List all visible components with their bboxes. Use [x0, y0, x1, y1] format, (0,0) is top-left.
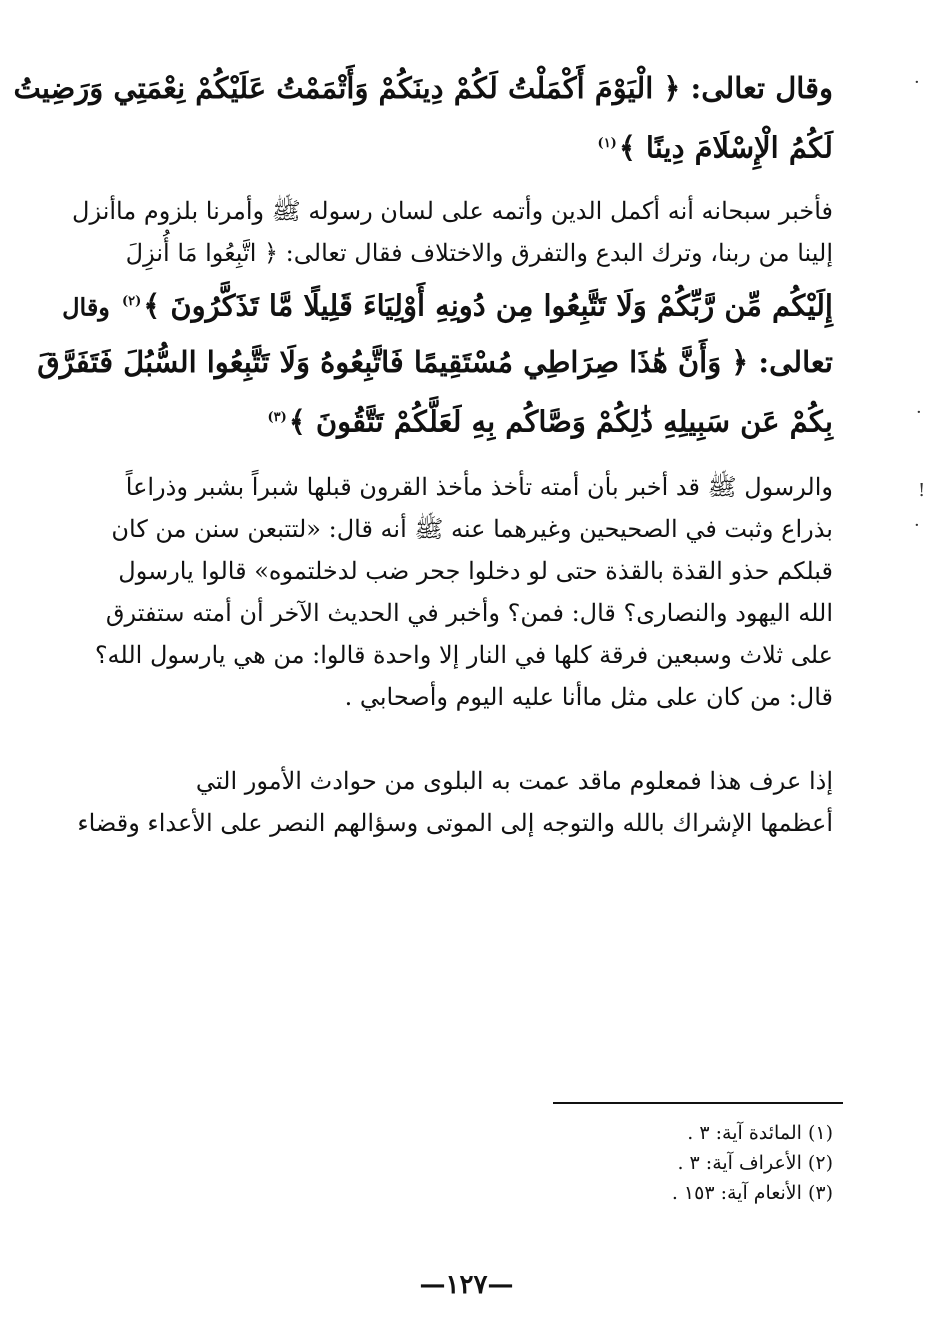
page-number: —١٢٧— [419, 1270, 514, 1300]
paragraph-line: والرسول ﷺ قد أخبر بأن أمته تأخذ مأخذ القرون قبلها شبراً بشبر وذراعاً [125, 473, 833, 501]
paragraph-line: إلينا من ربنا، وترك البدع والتفرق والاختلاف فقال تعالى: ﴿ اتَّبِعُوا مَا أُنزِلَ [125, 239, 833, 267]
paragraph [94, 466, 833, 718]
scan-mark: ! [918, 480, 926, 501]
quran-verse-line: وقال تعالى: ﴿ الْيَوْمَ أَكْمَلْتُ لَكُمْ دِينَكُمْ وَأَتْمَمْتُ عَلَيْكُمْ نِعْمَتِي وَرَضِيتُ [13, 71, 833, 105]
quran-verse-line [62, 274, 833, 334]
quran-verse-text: إِلَيْكُم مِّن رَّبِّكُمْ وَلَا تَتَّبِعُوا مِن دُونِهِ أَوْلِيَاءَ قَلِيلًا مَّا تَذَكَّرُونَ ﴾ [143, 288, 833, 323]
quran-verse-text: لَكُمُ الْإِسْلَامَ دِينًا ﴾ [618, 130, 833, 165]
paragraph-line: إذا عرف هذا فمعلوم ماقد عمت به البلوى من حوادث الأمور التي [195, 767, 833, 795]
paragraph-line: قبلكم حذو القذة بالقذة حتى لو دخلوا جحر ضب لدخلتموه» قالوا يارسول [118, 557, 833, 585]
quran-verse-line [128, 390, 833, 450]
paragraph-line: فأخبر سبحانه أنه أكمل الدين وأتمه على لسان رسوله ﷺ وأمرنا بلزوم ماأنزل [72, 197, 833, 225]
scan-mark: · [914, 72, 920, 93]
footnote-item: (٣) الأنعام آية: ١٥٣ . [671, 1182, 833, 1204]
scan-mark: · [914, 515, 920, 536]
footnotes [533, 1118, 833, 1208]
footnote-reference: (٢) [121, 294, 142, 309]
footnote-item: (١) المائدة آية: ٣ . [687, 1122, 833, 1144]
quran-verse-line: تعالى: ﴿ وَأَنَّ هَٰذَا صِرَاطِي مُسْتَقِيمًا فَاتَّبِعُوهُ وَلَا تَتَّبِعُوا السُّبُلَ فَتَفَرَّقَ [37, 344, 833, 379]
footnote-reference: (١) [597, 136, 617, 151]
paragraph-line: بذراع وثبت في الصحيحين وغيرهما عنه ﷺ أنه قال: «لتتبعن سنن من كان [111, 515, 833, 543]
quran-verse-block-1 [13, 60, 833, 176]
paragraph [37, 190, 833, 449]
paragraph-line: الله اليهود والنصارى؟ قال: فمن؟ وأخبر في الحديث الآخر أن أمته ستفترق [105, 599, 833, 627]
paragraph [77, 760, 833, 844]
footnote-item: (٢) الأعراف آية: ٣ . [677, 1152, 833, 1174]
scan-mark: · [916, 402, 922, 423]
paragraph-line: أعظمها الإشراك بالله والتوجه إلى الموتى وسؤالهم النصر على الأعداء وقضاء [77, 809, 833, 837]
quran-verse-text: بِكُمْ عَن سَبِيلِهِ ذَٰلِكُمْ وَصَّاكُم بِهِ لَعَلَّكُمْ تَتَّقُونَ ﴾ [288, 404, 833, 439]
quran-verse-line [128, 116, 833, 176]
paragraph-text: وقال [62, 292, 110, 322]
paragraph-line: قال: من كان على مثل ماأنا عليه اليوم وأصحابي . [344, 683, 833, 711]
footnote-separator [553, 1102, 843, 1104]
paragraph-line: على ثلاث وسبعين فرقة كلها في النار إلا واحدة قالوا: من هي يارسول الله؟ [94, 641, 833, 669]
footnote-reference: (٣) [267, 409, 287, 425]
